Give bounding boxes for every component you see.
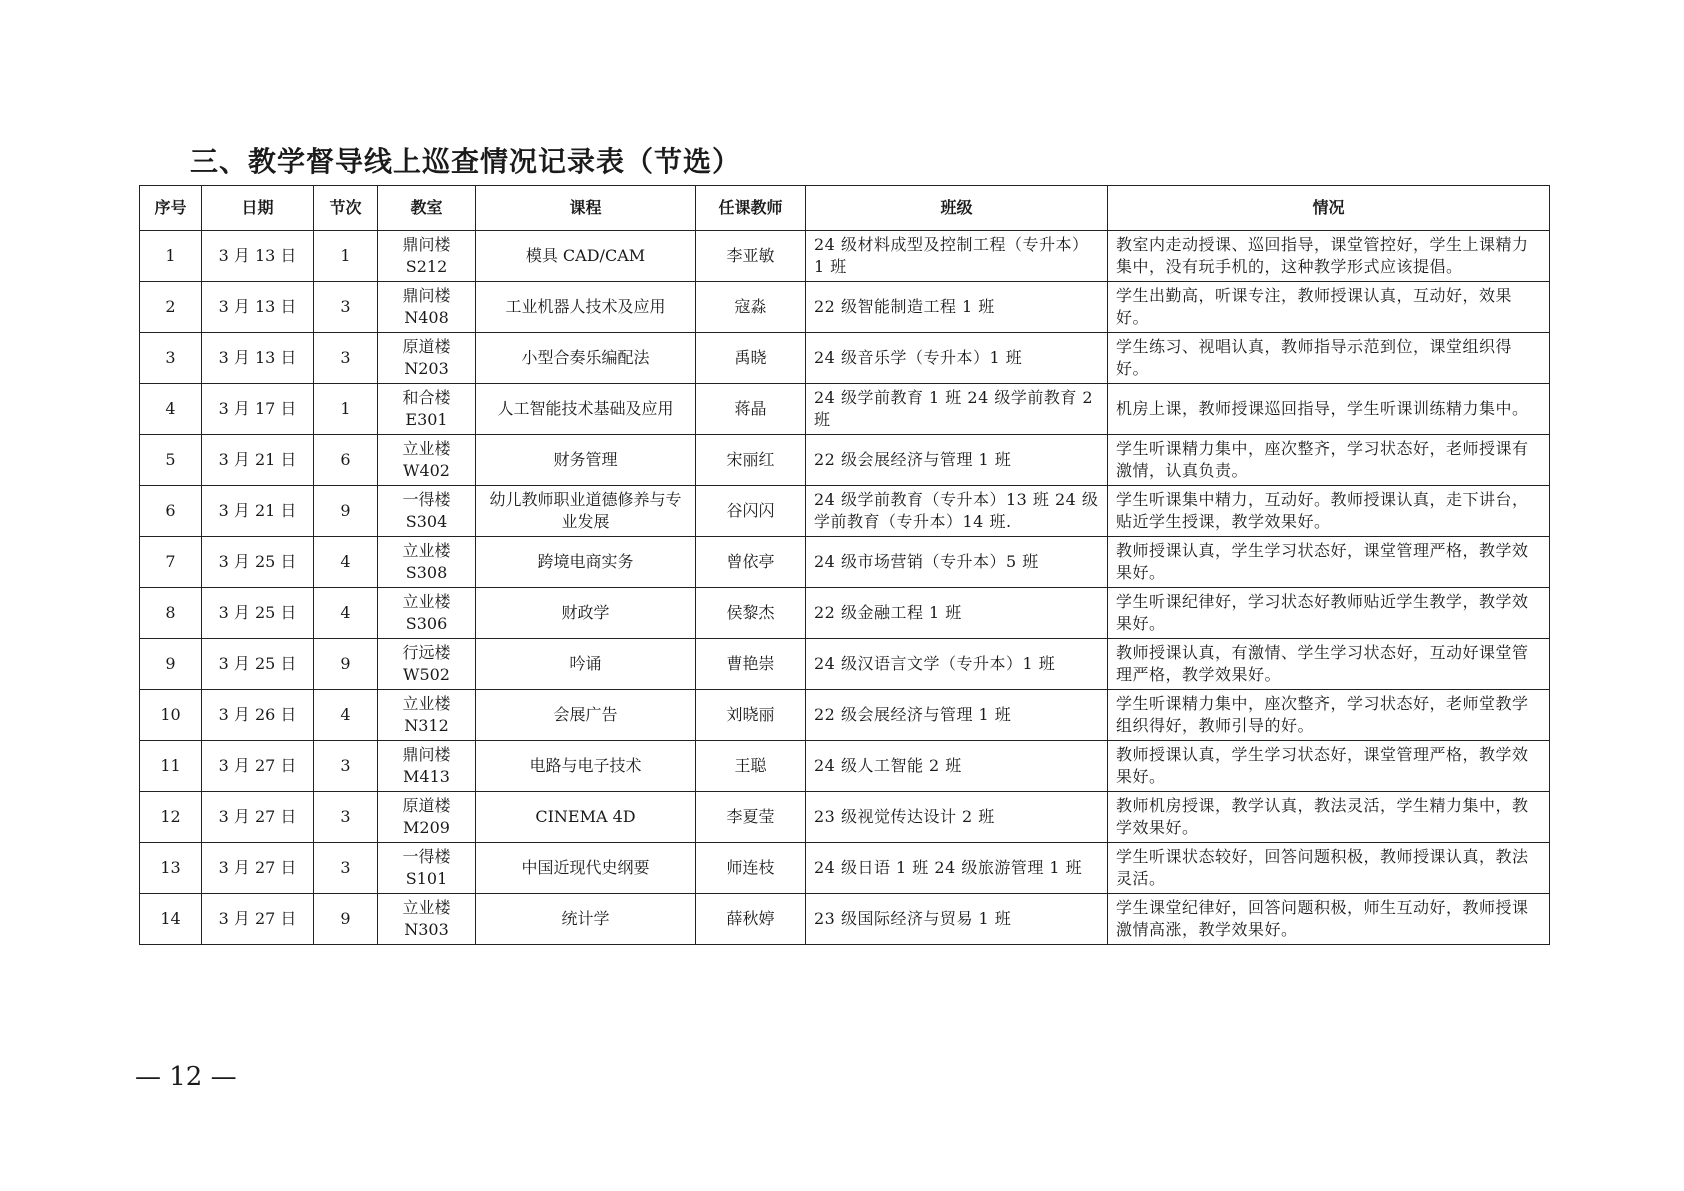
cell-teacher: 禹晓 xyxy=(696,333,806,384)
header-class-group: 班级 xyxy=(806,186,1108,231)
classroom-building: 鼎问楼 xyxy=(402,286,451,305)
cell-class-group: 23 级视觉传达设计 2 班 xyxy=(806,792,1108,843)
cell-index: 14 xyxy=(140,894,202,945)
cell-date: 3 月 27 日 xyxy=(202,792,314,843)
table-row xyxy=(140,843,1550,894)
classroom-room: S304 xyxy=(405,512,448,531)
cell-period: 4 xyxy=(314,690,378,741)
classroom-building: 立业楼 xyxy=(402,439,451,458)
cell-course: 幼儿教师职业道德修养与专业发展 xyxy=(476,486,696,537)
cell-course: 工业机器人技术及应用 xyxy=(476,282,696,333)
cell-teacher: 蒋晶 xyxy=(696,384,806,435)
cell-period: 9 xyxy=(314,486,378,537)
classroom-room: M413 xyxy=(403,767,450,786)
cell-date: 3 月 27 日 xyxy=(202,894,314,945)
cell-teacher: 刘晓丽 xyxy=(696,690,806,741)
cell-class-group: 22 级智能制造工程 1 班 xyxy=(806,282,1108,333)
table-row xyxy=(140,435,1550,486)
classroom-room: N303 xyxy=(404,920,449,939)
table-row xyxy=(140,690,1550,741)
classroom-room: N408 xyxy=(404,308,449,327)
classroom-room: S308 xyxy=(405,563,448,582)
cell-classroom xyxy=(378,486,476,537)
classroom-building: 鼎问楼 xyxy=(402,235,451,254)
cell-remarks: 教师机房授课，教学认真，教法灵活，学生精力集中，教学效果好。 xyxy=(1108,792,1550,843)
classroom-room: S101 xyxy=(405,869,448,888)
classroom-building: 和合楼 xyxy=(402,388,451,407)
classroom-building: 立业楼 xyxy=(402,898,451,917)
cell-teacher: 薛秋婷 xyxy=(696,894,806,945)
cell-remarks: 学生课堂纪律好，回答问题积极，师生互动好，教师授课激情高涨，教学效果好。 xyxy=(1108,894,1550,945)
header-remarks: 情况 xyxy=(1108,186,1550,231)
cell-course: 统计学 xyxy=(476,894,696,945)
cell-date: 3 月 21 日 xyxy=(202,435,314,486)
cell-class-group: 22 级会展经济与管理 1 班 xyxy=(806,690,1108,741)
cell-date: 3 月 25 日 xyxy=(202,639,314,690)
cell-teacher: 师连枝 xyxy=(696,843,806,894)
classroom-building: 鼎问楼 xyxy=(402,745,451,764)
cell-period: 3 xyxy=(314,843,378,894)
classroom-room: S306 xyxy=(405,614,448,633)
cell-period: 6 xyxy=(314,435,378,486)
cell-index: 7 xyxy=(140,537,202,588)
table-row xyxy=(140,282,1550,333)
cell-teacher: 侯黎杰 xyxy=(696,588,806,639)
cell-classroom xyxy=(378,435,476,486)
cell-class-group: 22 级会展经济与管理 1 班 xyxy=(806,435,1108,486)
cell-period: 9 xyxy=(314,639,378,690)
classroom-building: 一得楼 xyxy=(402,490,451,509)
cell-date: 3 月 13 日 xyxy=(202,333,314,384)
cell-class-group: 24 级材料成型及控制工程（专升本）1 班 xyxy=(806,231,1108,282)
cell-index: 6 xyxy=(140,486,202,537)
table-row xyxy=(140,588,1550,639)
cell-course: CINEMA 4D xyxy=(476,792,696,843)
cell-index: 13 xyxy=(140,843,202,894)
cell-teacher: 宋丽红 xyxy=(696,435,806,486)
cell-teacher: 谷闪闪 xyxy=(696,486,806,537)
classroom-building: 立业楼 xyxy=(402,592,451,611)
classroom-building: 原道楼 xyxy=(402,796,451,815)
cell-remarks: 学生出勤高，听课专注，教师授课认真，互动好，效果好。 xyxy=(1108,282,1550,333)
classroom-room: S212 xyxy=(405,257,448,276)
header-index: 序号 xyxy=(140,186,202,231)
cell-date: 3 月 27 日 xyxy=(202,741,314,792)
cell-classroom xyxy=(378,333,476,384)
header-date: 日期 xyxy=(202,186,314,231)
cell-class-group: 24 级学前教育（专升本）13 班 24 级学前教育（专升本）14 班. xyxy=(806,486,1108,537)
cell-classroom xyxy=(378,537,476,588)
cell-class-group: 24 级人工智能 2 班 xyxy=(806,741,1108,792)
classroom-room: M209 xyxy=(403,818,450,837)
cell-classroom xyxy=(378,843,476,894)
table-body xyxy=(140,231,1550,945)
classroom-room: W402 xyxy=(403,461,450,480)
cell-class-group: 24 级汉语言文学（专升本）1 班 xyxy=(806,639,1108,690)
classroom-building: 立业楼 xyxy=(402,541,451,560)
table-header-row xyxy=(140,186,1550,231)
table-row xyxy=(140,486,1550,537)
cell-course: 人工智能技术基础及应用 xyxy=(476,384,696,435)
header-period: 节次 xyxy=(314,186,378,231)
cell-classroom xyxy=(378,690,476,741)
cell-date: 3 月 17 日 xyxy=(202,384,314,435)
cell-teacher: 曹艳崇 xyxy=(696,639,806,690)
classroom-building: 行远楼 xyxy=(402,643,451,662)
header-classroom: 教室 xyxy=(378,186,476,231)
cell-period: 3 xyxy=(314,282,378,333)
cell-date: 3 月 21 日 xyxy=(202,486,314,537)
cell-course: 中国近现代史纲要 xyxy=(476,843,696,894)
cell-index: 11 xyxy=(140,741,202,792)
cell-remarks: 学生听课集中精力，互动好。教师授课认真，走下讲台，贴近学生授课，教学效果好。 xyxy=(1108,486,1550,537)
cell-class-group: 24 级日语 1 班 24 级旅游管理 1 班 xyxy=(806,843,1108,894)
cell-remarks: 学生听课精力集中，座次整齐，学习状态好，老师堂教学组织得好，教师引导的好。 xyxy=(1108,690,1550,741)
cell-classroom xyxy=(378,792,476,843)
cell-classroom xyxy=(378,384,476,435)
cell-remarks: 教室内走动授课、巡回指导，课堂管控好，学生上课精力集中，没有玩手机的，这种教学形式应该提倡。 xyxy=(1108,231,1550,282)
cell-index: 5 xyxy=(140,435,202,486)
cell-course: 财政学 xyxy=(476,588,696,639)
cell-course: 财务管理 xyxy=(476,435,696,486)
cell-course: 电路与电子技术 xyxy=(476,741,696,792)
table-row xyxy=(140,639,1550,690)
cell-remarks: 学生听课纪律好，学习状态好教师贴近学生教学，教学效果好。 xyxy=(1108,588,1550,639)
cell-classroom xyxy=(378,282,476,333)
cell-period: 1 xyxy=(314,384,378,435)
cell-teacher: 王聪 xyxy=(696,741,806,792)
cell-course: 吟诵 xyxy=(476,639,696,690)
cell-teacher: 李夏莹 xyxy=(696,792,806,843)
cell-remarks: 教师授课认真，学生学习状态好，课堂管理严格，教学效果好。 xyxy=(1108,537,1550,588)
classroom-building: 一得楼 xyxy=(402,847,451,866)
cell-index: 4 xyxy=(140,384,202,435)
cell-date: 3 月 25 日 xyxy=(202,588,314,639)
cell-class-group: 24 级音乐学（专升本）1 班 xyxy=(806,333,1108,384)
classroom-room: N203 xyxy=(404,359,449,378)
header-teacher: 任课教师 xyxy=(696,186,806,231)
cell-period: 9 xyxy=(314,894,378,945)
table-row xyxy=(140,537,1550,588)
table-row xyxy=(140,231,1550,282)
cell-date: 3 月 13 日 xyxy=(202,231,314,282)
cell-period: 4 xyxy=(314,588,378,639)
cell-period: 3 xyxy=(314,333,378,384)
cell-course: 会展广告 xyxy=(476,690,696,741)
cell-date: 3 月 13 日 xyxy=(202,282,314,333)
classroom-building: 立业楼 xyxy=(402,694,451,713)
cell-period: 3 xyxy=(314,741,378,792)
cell-remarks: 教师授课认真，有激情、学生学习状态好，互动好课堂管理严格，教学效果好。 xyxy=(1108,639,1550,690)
cell-index: 12 xyxy=(140,792,202,843)
cell-class-group: 23 级国际经济与贸易 1 班 xyxy=(806,894,1108,945)
cell-remarks: 机房上课，教师授课巡回指导，学生听课训练精力集中。 xyxy=(1108,384,1550,435)
inspection-record-table xyxy=(139,185,1550,945)
cell-course: 模具 CAD/CAM xyxy=(476,231,696,282)
classroom-building: 原道楼 xyxy=(402,337,451,356)
cell-classroom xyxy=(378,741,476,792)
cell-date: 3 月 26 日 xyxy=(202,690,314,741)
cell-class-group: 24 级市场营销（专升本）5 班 xyxy=(806,537,1108,588)
table-row xyxy=(140,792,1550,843)
cell-classroom xyxy=(378,588,476,639)
cell-period: 4 xyxy=(314,537,378,588)
cell-index: 2 xyxy=(140,282,202,333)
page-number: — 12 — xyxy=(135,1062,237,1092)
cell-period: 3 xyxy=(314,792,378,843)
cell-remarks: 教师授课认真，学生学习状态好，课堂管理严格，教学效果好。 xyxy=(1108,741,1550,792)
cell-remarks: 学生听课精力集中，座次整齐，学习状态好，老师授课有激情，认真负责。 xyxy=(1108,435,1550,486)
page-title: 三、教学督导线上巡查情况记录表（节选） xyxy=(190,145,742,178)
classroom-room: W502 xyxy=(403,665,450,684)
cell-remarks: 学生听课状态较好，回答问题积极，教师授课认真，教法灵活。 xyxy=(1108,843,1550,894)
cell-course: 跨境电商实务 xyxy=(476,537,696,588)
cell-period: 1 xyxy=(314,231,378,282)
cell-teacher: 曾依亭 xyxy=(696,537,806,588)
cell-class-group: 22 级金融工程 1 班 xyxy=(806,588,1108,639)
cell-index: 8 xyxy=(140,588,202,639)
table-row xyxy=(140,741,1550,792)
header-course: 课程 xyxy=(476,186,696,231)
table-row xyxy=(140,384,1550,435)
classroom-room: N312 xyxy=(404,716,449,735)
cell-index: 10 xyxy=(140,690,202,741)
cell-class-group: 24 级学前教育 1 班 24 级学前教育 2 班 xyxy=(806,384,1108,435)
cell-course: 小型合奏乐编配法 xyxy=(476,333,696,384)
cell-date: 3 月 25 日 xyxy=(202,537,314,588)
cell-index: 1 xyxy=(140,231,202,282)
cell-teacher: 寇淼 xyxy=(696,282,806,333)
cell-teacher: 李亚敏 xyxy=(696,231,806,282)
classroom-room: E301 xyxy=(405,410,448,429)
table-row xyxy=(140,333,1550,384)
cell-index: 3 xyxy=(140,333,202,384)
cell-index: 9 xyxy=(140,639,202,690)
cell-date: 3 月 27 日 xyxy=(202,843,314,894)
cell-classroom xyxy=(378,639,476,690)
cell-classroom xyxy=(378,231,476,282)
cell-classroom xyxy=(378,894,476,945)
cell-remarks: 学生练习、视唱认真，教师指导示范到位，课堂组织得好。 xyxy=(1108,333,1550,384)
table-row xyxy=(140,894,1550,945)
